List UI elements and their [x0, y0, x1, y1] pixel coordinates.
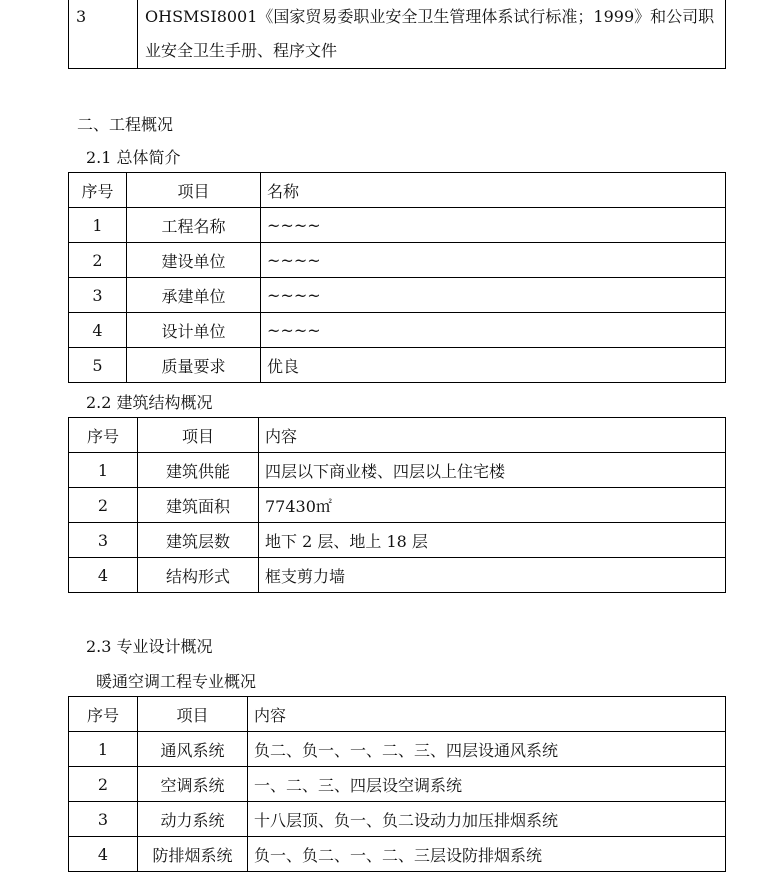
subsection-heading-2-3: 2.3 专业设计概况 — [86, 637, 213, 656]
row-number: 2 — [69, 488, 138, 523]
row-value: 一、二、三、四层设空调系统 — [248, 767, 726, 802]
row-value: ~~~~ — [261, 313, 726, 348]
row-number: 1 — [69, 453, 138, 488]
table-row — [69, 208, 726, 243]
row-item: 建筑面积 — [138, 488, 259, 523]
table-row — [69, 453, 726, 488]
column-header: 内容 — [259, 418, 726, 453]
row-value: 四层以下商业楼、四层以上住宅楼 — [259, 453, 726, 488]
row-value: 负一、负二、一、二、三层设防排烟系统 — [248, 837, 726, 872]
row-item: 承建单位 — [127, 278, 261, 313]
row-item: 建筑层数 — [138, 523, 259, 558]
column-header: 内容 — [248, 697, 726, 732]
row-item: 空调系统 — [138, 767, 248, 802]
table-row — [69, 558, 726, 593]
table-row — [69, 348, 726, 383]
row-item: 建筑供能 — [138, 453, 259, 488]
row-item: 工程名称 — [127, 208, 261, 243]
table-row — [69, 732, 726, 767]
row-number: 1 — [69, 208, 127, 243]
row-number: 3 — [69, 802, 138, 837]
row-item: 建设单位 — [127, 243, 261, 278]
column-header: 项目 — [138, 697, 248, 732]
table-row — [69, 837, 726, 872]
table-row — [69, 767, 726, 802]
subsection-heading-2-1: 2.1 总体简介 — [86, 148, 181, 167]
row-value: ~~~~ — [261, 208, 726, 243]
row-value: 框支剪力墙 — [259, 558, 726, 593]
row-value: ~~~~ — [261, 278, 726, 313]
row-value: ~~~~ — [261, 243, 726, 278]
row-number: 4 — [69, 313, 127, 348]
table-header-row — [69, 697, 726, 732]
row-item: 设计单位 — [127, 313, 261, 348]
row-value: 负二、负一、一、二、三、四层设通风系统 — [248, 732, 726, 767]
column-header: 项目 — [138, 418, 259, 453]
table-row — [69, 278, 726, 313]
column-header: 序号 — [69, 418, 138, 453]
row-value: 优良 — [261, 348, 726, 383]
row-number: 3 — [69, 523, 138, 558]
table-header-row — [69, 418, 726, 453]
row-number: 3 — [69, 278, 127, 313]
overview-table — [68, 172, 726, 383]
row-number: 4 — [69, 558, 138, 593]
row-item: 防排烟系统 — [138, 837, 248, 872]
table-header-row — [69, 173, 726, 208]
row-number: 4 — [69, 837, 138, 872]
table-row — [69, 802, 726, 837]
row-number: 2 — [69, 767, 138, 802]
column-header: 序号 — [69, 697, 138, 732]
structure-table — [68, 417, 726, 593]
standard-text: OHSMSI8001《国家贸易委职业安全卫生管理体系试行标准；1999》和公司职业安全卫生手册、程序文件 — [138, 0, 726, 69]
row-item: 通风系统 — [138, 732, 248, 767]
table-row — [69, 523, 726, 558]
column-header: 项目 — [127, 173, 261, 208]
subsection-heading-2-2: 2.2 建筑结构概况 — [86, 393, 213, 412]
table-row — [69, 313, 726, 348]
row-item: 动力系统 — [138, 802, 248, 837]
subsection-subheading: 暖通空调工程专业概况 — [96, 672, 257, 691]
row-item: 质量要求 — [127, 348, 261, 383]
row-item: 结构形式 — [138, 558, 259, 593]
row-value: 77430㎡ — [259, 488, 726, 523]
row-number: 1 — [69, 732, 138, 767]
section-heading: 二、工程概况 — [77, 115, 174, 134]
row-value: 地下 2 层、地上 18 层 — [259, 523, 726, 558]
row-number: 5 — [69, 348, 127, 383]
table-row — [69, 0, 726, 69]
table-row — [69, 243, 726, 278]
row-number: 3 — [69, 0, 138, 69]
column-header: 名称 — [261, 173, 726, 208]
column-header: 序号 — [69, 173, 127, 208]
row-number: 2 — [69, 243, 127, 278]
table-row — [69, 488, 726, 523]
standards-table — [68, 0, 726, 69]
hvac-table — [68, 696, 726, 872]
row-value: 十八层顶、负一、负二设动力加压排烟系统 — [248, 802, 726, 837]
